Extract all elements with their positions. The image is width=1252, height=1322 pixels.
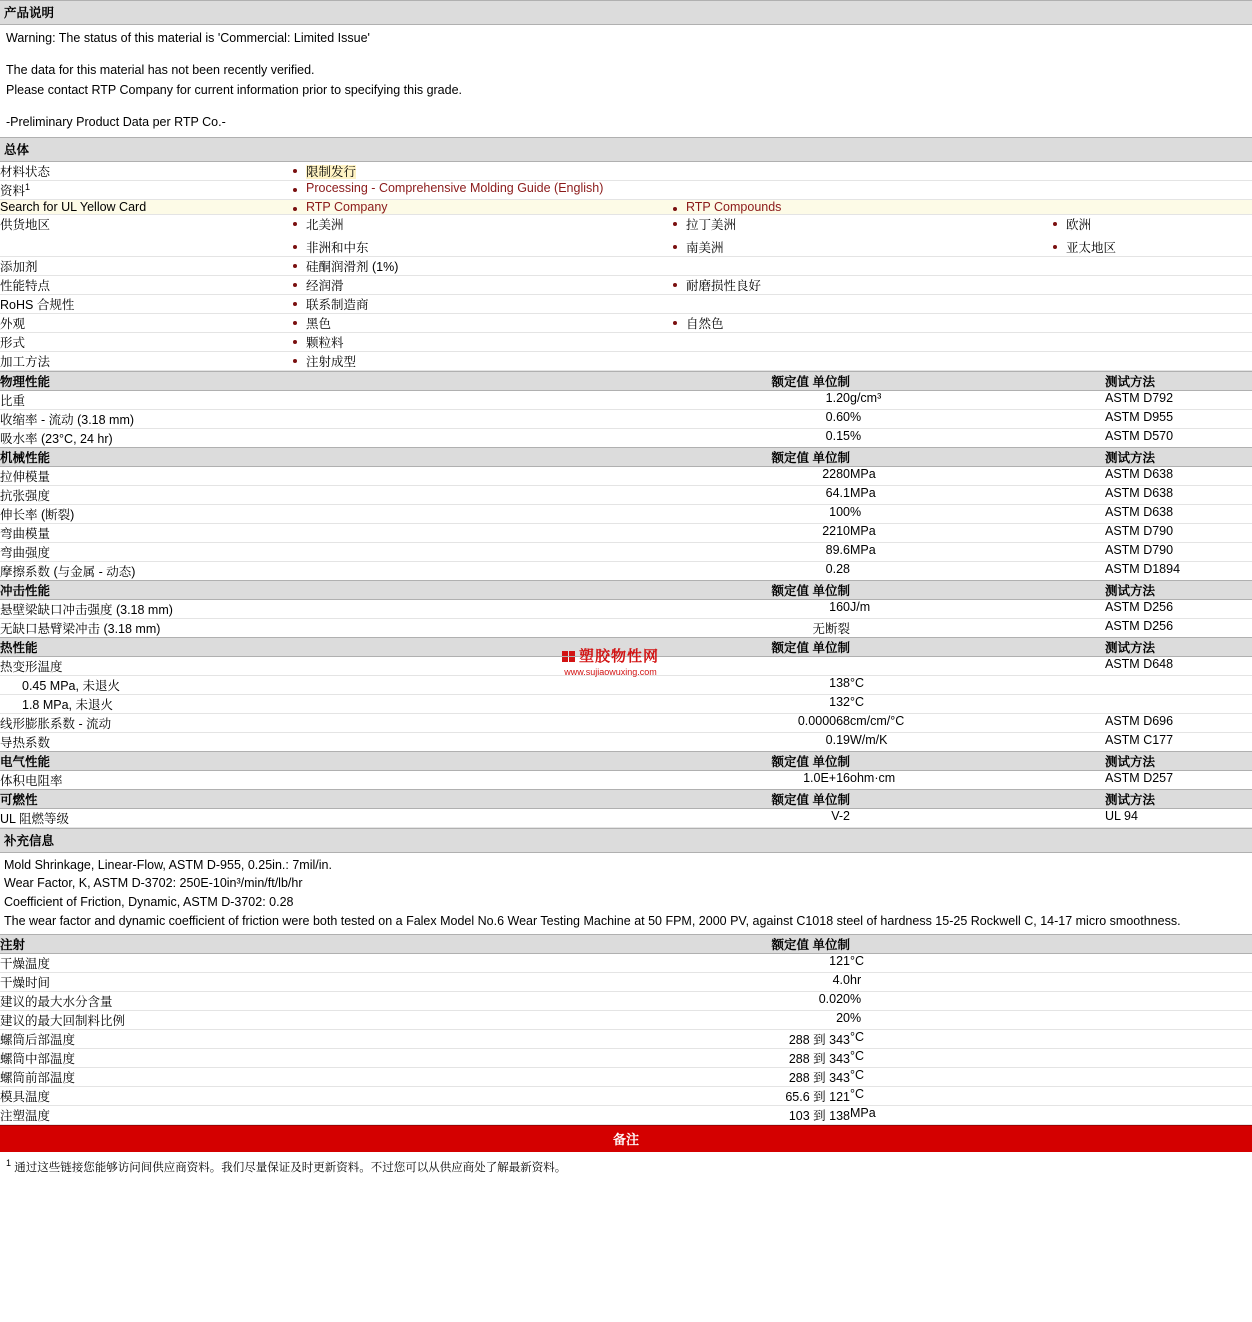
- col-header-method: 测试方法: [1105, 580, 1252, 599]
- row-method: ASTM D638: [1105, 485, 1174, 500]
- section-header-physical-row: [0, 371, 1252, 390]
- appearance-value: 自然色: [670, 314, 1252, 332]
- section-header-mechanical: 机械性能: [0, 447, 560, 466]
- row-label: 弯曲强度: [0, 545, 51, 560]
- table-row: [0, 294, 1252, 313]
- table-row: [0, 561, 1252, 580]
- row-value: 89.6: [825, 542, 850, 557]
- row-label: 螺筒前部温度: [0, 1070, 76, 1085]
- table-row: [0, 409, 1252, 428]
- row-label: 收缩率 - 流动 (3.18 mm): [0, 412, 135, 427]
- row-unit: cm/cm/°C: [850, 713, 905, 728]
- table-row: [0, 1105, 1252, 1124]
- row-label: 添加剂: [0, 259, 38, 274]
- row-value: 64.1: [825, 485, 850, 500]
- additive-value: 硅酮润滑剂 (1%): [290, 257, 1252, 275]
- row-unit: MPa: [850, 485, 876, 500]
- row-method: ASTM D1894: [1105, 561, 1181, 576]
- col-header-method: 测试方法: [1105, 447, 1252, 466]
- description-line-1: Warning: The status of this material is 'Commercial: Limited Issue': [6, 31, 370, 45]
- row-unit: %: [850, 504, 862, 519]
- row-value: 无断裂: [812, 621, 850, 636]
- rohs-value: 联系制造商: [290, 295, 1252, 313]
- row-method: ASTM D955: [1105, 409, 1174, 424]
- section-header-impact: 冲击性能: [0, 580, 560, 599]
- row-value: 121: [829, 953, 850, 968]
- section-header-injection-row: [0, 934, 1252, 953]
- col-header-nominal: 额定值 单位制: [560, 751, 850, 770]
- supplemental-line: Mold Shrinkage, Linear-Flow, ASTM D-955, 0.25in.: 7mil/in.: [4, 857, 332, 872]
- table-row: [0, 656, 1252, 675]
- row-value: 103 到 138: [788, 1108, 850, 1123]
- description-line-2: The data for this material has not been recently verified.: [6, 63, 315, 78]
- description-line-3: Please contact RTP Company for current information prior to specifying this grade.: [6, 82, 463, 97]
- supplemental-line: Coefficient of Friction, Dynamic, ASTM D-3702: 0.28: [4, 895, 294, 909]
- section-header-flammability: 可燃性: [0, 789, 560, 808]
- table-row: [0, 162, 1252, 181]
- row-value: 0.15: [825, 428, 850, 443]
- table-row: [0, 1029, 1252, 1048]
- row-unit: °C: [850, 953, 865, 968]
- table-row: [0, 808, 1252, 827]
- row-label: 干燥温度: [0, 956, 51, 971]
- row-unit: °C: [850, 1029, 865, 1044]
- form-value: 颗粒料: [290, 333, 1252, 351]
- col-header-nominal: 额定值 单位制: [560, 580, 850, 599]
- row-value: 132: [829, 694, 850, 709]
- watermark-url: www.sujiaowuxing.com: [564, 667, 657, 677]
- table-row: [0, 275, 1252, 294]
- row-value: 1.0E+16: [803, 770, 850, 785]
- section-header-mechanical-row: [0, 447, 1252, 466]
- table-row: [0, 199, 1252, 214]
- table-row: [0, 351, 1252, 370]
- row-label: 加工方法: [0, 354, 51, 369]
- region-value: 欧洲: [1050, 215, 1252, 233]
- row-method: ASTM D790: [1105, 523, 1174, 538]
- table-row: [0, 953, 1252, 972]
- row-label: 1.8 MPa, 未退火: [22, 697, 113, 712]
- table-row: [0, 542, 1252, 561]
- supplemental-line: The wear factor and dynamic coefficient of friction were both tested on a Falex Model No.6 Wear Testing Machine at 50 FPM, 2000 PV, against C1018 steel of hardness 15-25 Rockwell C, 14-17 micro smoothness.: [4, 913, 1181, 928]
- region-value: 北美洲: [290, 215, 670, 233]
- row-value: 0.19: [825, 732, 850, 747]
- table-row: [0, 732, 1252, 751]
- row-value: 0.60: [825, 409, 850, 424]
- row-label: 建议的最大水分含量: [0, 994, 113, 1009]
- row-label: Search for UL Yellow Card: [0, 199, 147, 214]
- row-value: 65.6 到 121: [785, 1089, 850, 1104]
- table-row: [0, 1048, 1252, 1067]
- table-row: [0, 713, 1252, 732]
- row-label: 线形膨胀系数 - 流动: [0, 716, 112, 731]
- row-value: 2280: [822, 466, 850, 481]
- row-label: 比重: [0, 393, 26, 408]
- row-unit: °C: [850, 1048, 865, 1063]
- watermark-title: 塑胶物性网: [579, 648, 660, 665]
- row-method: ASTM D696: [1105, 713, 1174, 728]
- row-unit: %: [850, 428, 862, 443]
- row-value: 288 到 343: [788, 1051, 850, 1066]
- table-row: [0, 618, 1252, 637]
- row-method: ASTM D648: [1105, 656, 1174, 671]
- col-header-nominal: 额定值 单位制: [560, 934, 850, 953]
- col-header-method: 测试方法: [1105, 789, 1252, 808]
- table-row: [0, 390, 1252, 409]
- col-header-nominal: 额定值 单位制: [560, 447, 850, 466]
- row-method: ASTM D256: [1105, 618, 1174, 633]
- row-unit: %: [850, 409, 862, 424]
- row-value: 0.000068: [797, 713, 850, 728]
- row-label: 螺筒中部温度: [0, 1051, 76, 1066]
- table-row: [0, 972, 1252, 991]
- col-header-method: 测试方法: [1105, 371, 1252, 390]
- table-row: [0, 256, 1252, 275]
- row-method: ASTM D790: [1105, 542, 1174, 557]
- row-value: 0.020: [818, 991, 850, 1006]
- section-header-electrical-row: [0, 751, 1252, 770]
- col-header-nominal: 额定值 单位制: [560, 371, 850, 390]
- row-method: ASTM D638: [1105, 466, 1174, 481]
- row-label: 悬壁梁缺口冲击强度 (3.18 mm): [0, 602, 173, 617]
- col-header-method: 测试方法: [1105, 637, 1252, 656]
- region-value: 拉丁美洲: [670, 215, 1050, 233]
- supplemental-line: Wear Factor, K, ASTM D-3702: 250E-10in³/min/ft/lb/hr: [4, 876, 303, 891]
- row-label: 干燥时间: [0, 975, 51, 990]
- table-row: [0, 180, 1252, 199]
- section-header-general: 总体: [0, 137, 1252, 162]
- row-label: RoHS 合规性: [0, 297, 75, 312]
- row-label: 供货地区: [0, 217, 51, 232]
- row-label: 拉伸模量: [0, 469, 51, 484]
- row-label: UL 阻燃等级: [0, 811, 69, 826]
- row-unit: %: [850, 991, 862, 1006]
- product-description-body: [0, 25, 1252, 137]
- row-unit: °C: [850, 1067, 865, 1082]
- row-value: [560, 656, 850, 675]
- col-header-method: 测试方法: [1105, 751, 1252, 770]
- row-label: 无缺口悬臂梁冲击 (3.18 mm): [0, 621, 161, 636]
- row-label: 导热系数: [0, 735, 51, 750]
- row-unit: [850, 561, 1105, 580]
- footnote: [0, 1152, 1252, 1183]
- row-label: 外观: [0, 316, 26, 331]
- region-value: 南美洲: [670, 238, 1050, 256]
- table-row: [0, 599, 1252, 618]
- section-header-thermal: 热性能: [0, 637, 560, 656]
- row-unit: °C: [850, 694, 865, 709]
- row-value: 2210: [822, 523, 850, 538]
- table-row: [0, 694, 1252, 713]
- description-line-4: -Preliminary Product Data per RTP Co.-: [6, 115, 226, 130]
- supplemental-body: [0, 853, 1252, 934]
- appearance-value: 黑色: [290, 314, 670, 332]
- row-unit: °C: [850, 675, 865, 690]
- row-label: 0.45 MPa, 未退火: [22, 678, 120, 693]
- row-unit: g/cm³: [850, 390, 882, 405]
- row-value: 288 到 343: [788, 1032, 850, 1047]
- general-table: [0, 162, 1252, 371]
- table-row: [0, 991, 1252, 1010]
- row-label: 性能特点: [0, 278, 51, 293]
- link-rtp-compounds[interactable]: RTP Compounds: [686, 199, 782, 214]
- table-row: [0, 770, 1252, 789]
- section-header-flammability-row: [0, 789, 1252, 808]
- table-row: [0, 428, 1252, 447]
- row-label: 资料: [0, 183, 26, 198]
- material-status-value: 限制发行: [306, 164, 357, 179]
- row-unit: W/m/K: [850, 732, 888, 747]
- row-label: 伸长率 (断裂): [0, 507, 75, 522]
- row-unit: MPa: [850, 1105, 876, 1120]
- row-unit: MPa: [850, 523, 876, 538]
- row-method: ASTM C177: [1105, 732, 1174, 747]
- row-label: 体积电阻率: [0, 773, 63, 788]
- table-row: [0, 466, 1252, 485]
- section-header-supplemental: 补充信息: [0, 828, 1252, 853]
- row-unit: [850, 808, 1105, 827]
- footnote-marker: 1: [6, 1157, 12, 1168]
- row-method: ASTM D570: [1105, 428, 1174, 443]
- feature-value: 耐磨损性良好: [670, 276, 1252, 294]
- table-row: [0, 332, 1252, 351]
- row-label: 注塑温度: [0, 1108, 51, 1123]
- table-row: [0, 675, 1252, 694]
- row-unit: J/m: [850, 599, 871, 614]
- row-method: UL 94: [1105, 808, 1138, 823]
- process-value: 注射成型: [290, 352, 1252, 370]
- row-value: 4.0: [832, 972, 850, 987]
- row-method: ASTM D792: [1105, 390, 1174, 405]
- row-unit: [850, 618, 1105, 637]
- row-unit: %: [850, 1010, 862, 1025]
- row-method: [1105, 694, 1252, 713]
- row-label: 吸水率 (23°C, 24 hr): [0, 431, 113, 446]
- row-value: 1.20: [825, 390, 850, 405]
- col-header-nominal: 额定值 单位制: [560, 789, 850, 808]
- region-value: 非洲和中东: [290, 238, 670, 256]
- row-value: 20: [836, 1010, 850, 1025]
- table-row: [0, 504, 1252, 523]
- table-row: [0, 1067, 1252, 1086]
- region-value: 亚太地区: [1050, 238, 1252, 256]
- section-header-product-description: 产品说明: [0, 0, 1252, 25]
- row-method: [1105, 675, 1252, 694]
- table-row: [0, 313, 1252, 332]
- col-header-nominal: 额定值 单位制: [560, 637, 850, 656]
- row-value: 0.28: [825, 561, 850, 576]
- row-unit: hr: [850, 972, 862, 987]
- row-value: 288 到 343: [788, 1070, 850, 1085]
- footnote-text: 通过这些链接您能够访问间供应商资料。我们尽量保证及时更新资料。不过您可以从供应商处了解最新资料。: [14, 1161, 567, 1174]
- row-value: 100: [829, 504, 850, 519]
- link-processing-guide[interactable]: Processing - Comprehensive Molding Guide (English): [306, 180, 604, 195]
- table-row: [0, 523, 1252, 542]
- row-unit: MPa: [850, 466, 876, 481]
- row-label: 摩擦系数 (与金属 - 动态): [0, 564, 136, 579]
- row-label: 抗张强度: [0, 488, 51, 503]
- section-header-injection: 注射: [0, 934, 560, 953]
- link-rtp-company[interactable]: RTP Company: [306, 199, 388, 214]
- section-header-electrical: 电气性能: [0, 751, 560, 770]
- injection-table: [0, 934, 1252, 1125]
- row-unit: °C: [850, 1086, 865, 1101]
- footnote-marker: 1: [25, 181, 31, 192]
- row-label: 热变形温度: [0, 659, 63, 674]
- table-row: [0, 1086, 1252, 1105]
- row-unit: MPa: [850, 542, 876, 557]
- physical-table: [0, 371, 1252, 828]
- row-method: ASTM D256: [1105, 599, 1174, 614]
- row-label: 形式: [0, 335, 26, 350]
- row-value: V-2: [831, 808, 850, 823]
- row-label: 螺筒后部温度: [0, 1032, 76, 1047]
- table-row: [0, 485, 1252, 504]
- row-value: 160: [829, 599, 850, 614]
- table-row: [0, 214, 1252, 256]
- row-label: 材料状态: [0, 164, 51, 179]
- row-method: ASTM D257: [1105, 770, 1174, 785]
- row-label: 建议的最大回制料比例: [0, 1013, 126, 1028]
- section-header-notes: 备注: [0, 1125, 1252, 1152]
- row-unit: [850, 656, 1105, 675]
- section-header-physical: 物理性能: [0, 371, 560, 390]
- section-header-impact-row: [0, 580, 1252, 599]
- row-label: 弯曲模量: [0, 526, 51, 541]
- row-method: ASTM D638: [1105, 504, 1174, 519]
- row-value: 138: [829, 675, 850, 690]
- table-row: [0, 1010, 1252, 1029]
- row-unit: ohm·cm: [850, 770, 896, 785]
- feature-value: 经润滑: [290, 276, 670, 294]
- section-header-thermal-row: [0, 637, 1252, 656]
- row-label: 模具温度: [0, 1089, 51, 1104]
